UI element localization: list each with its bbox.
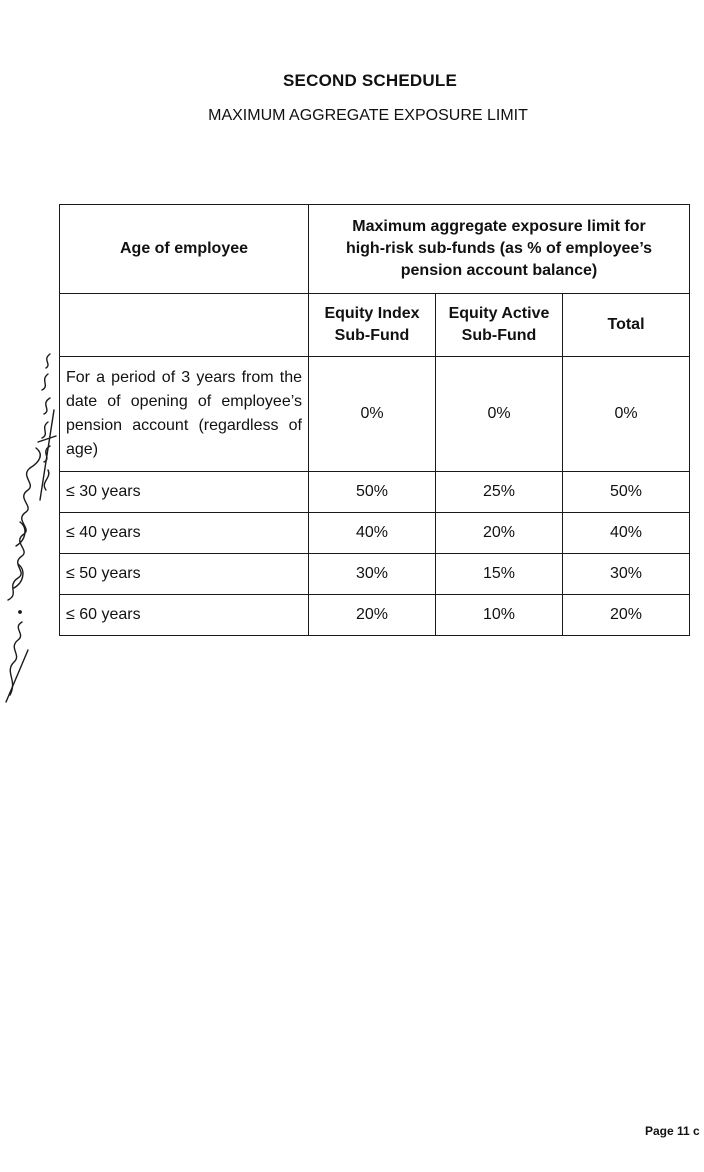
age-cell [60,357,309,472]
age-cell: ≤ 60 years [60,595,309,636]
equity-index-cell: 30% [309,554,436,595]
column-header-equity-active [436,294,563,357]
column-header-total [563,294,690,357]
column-header-line: Sub-Fund [461,327,537,344]
equity-index-cell: 0% [309,357,436,472]
limit-header-line: Maximum aggregate exposure limit for [352,218,646,235]
column-header-line: Sub-Fund [334,327,410,344]
total-cell: 50% [563,472,690,513]
equity-active-cell: 20% [436,513,563,554]
page-number: Page 11 c [645,1124,700,1138]
age-header-label: Age of employee [119,240,249,257]
empty-subheader-cell [60,294,309,357]
limit-header-line: high-risk sub-funds (as % of employee’s [345,240,653,257]
table-row [60,357,690,472]
equity-active-cell: 15% [436,554,563,595]
age-cell: ≤ 30 years [60,472,309,513]
table-row [60,595,690,636]
equity-index-cell: 50% [309,472,436,513]
table-row [60,472,690,513]
column-header-line: Equity Active [448,305,550,322]
page-title: SECOND SCHEDULE [283,71,457,90]
total-cell: 20% [563,595,690,636]
age-header-cell [60,205,309,294]
equity-active-cell: 0% [436,357,563,472]
total-cell: 0% [563,357,690,472]
equity-active-cell: 25% [436,472,563,513]
table-subheader-row [60,294,690,357]
age-cell: ≤ 50 years [60,554,309,595]
table-row [60,554,690,595]
table-header-row [60,205,690,294]
limit-header-line: pension account balance) [400,262,598,279]
column-header-equity-index [309,294,436,357]
page-subtitle: MAXIMUM AGGREGATE EXPOSURE LIMIT [208,107,528,124]
equity-active-cell: 10% [436,595,563,636]
equity-index-cell: 40% [309,513,436,554]
equity-index-cell: 20% [309,595,436,636]
column-header-line: Total [607,316,645,333]
age-text: For a period of 3 years from the date of opening of employee’s pension account (regardless of age) [66,369,302,458]
handwritten-signature [0,350,60,710]
total-cell: 40% [563,513,690,554]
age-cell: ≤ 40 years [60,513,309,554]
table-row [60,513,690,554]
limit-header-cell [309,205,690,294]
total-cell: 30% [563,554,690,595]
column-header-line: Equity Index [324,305,420,322]
exposure-limit-table [59,204,690,636]
